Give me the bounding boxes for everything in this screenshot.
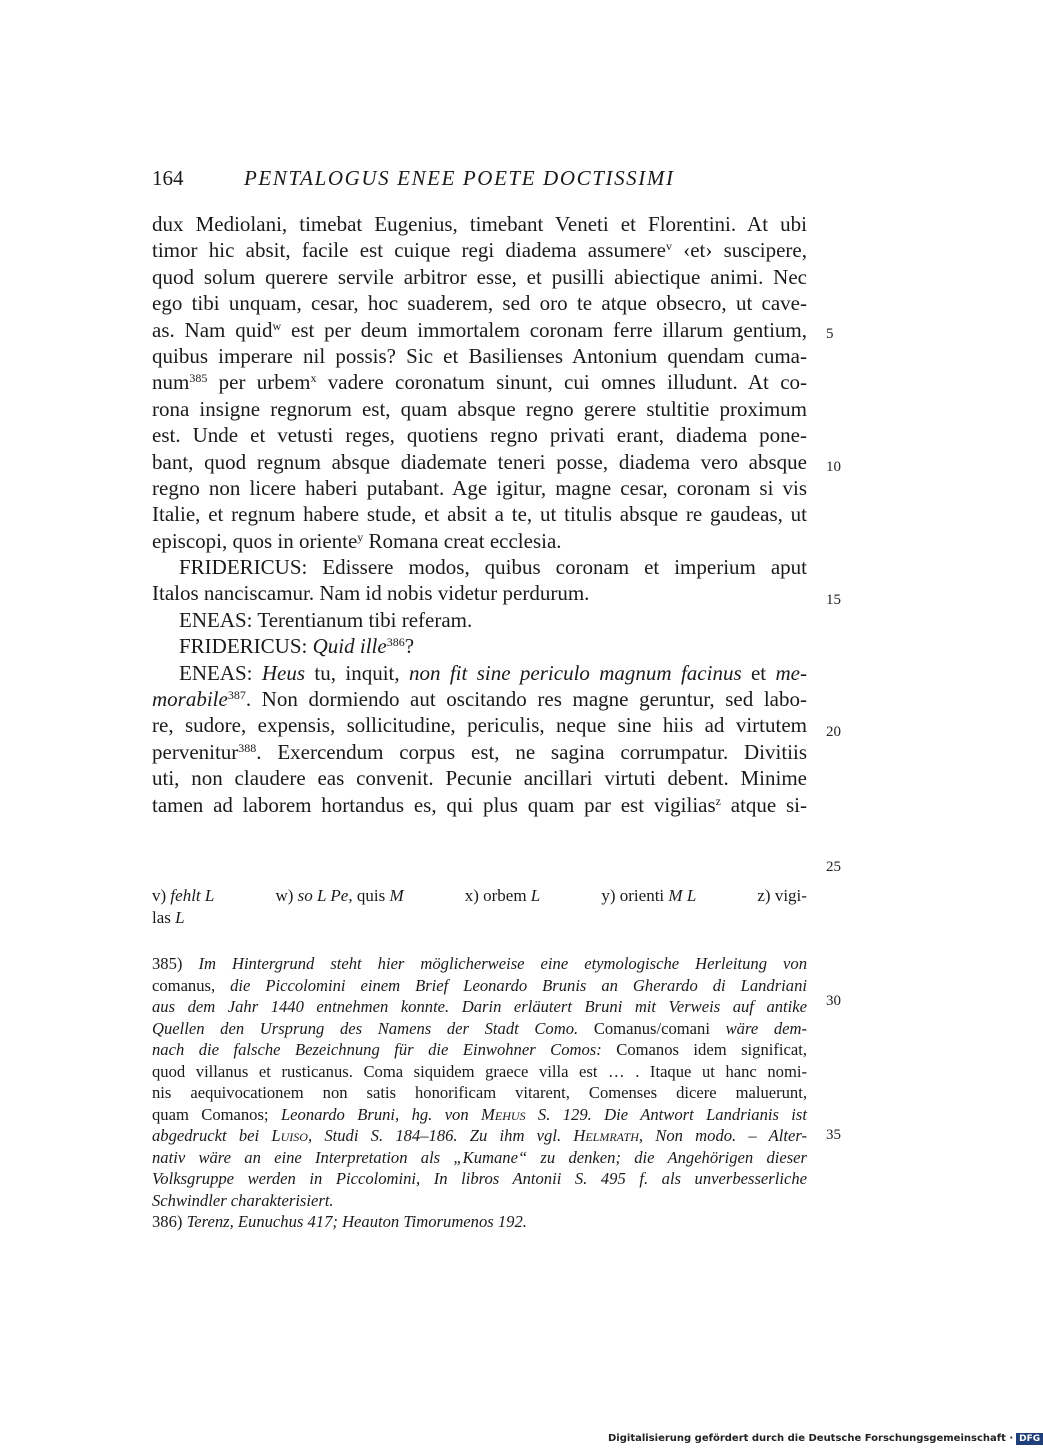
text-line: Italos nanciscamur. Nam id nobis videtur perdurum. bbox=[152, 581, 590, 606]
critical-apparatus bbox=[152, 885, 807, 929]
dfg-logo: DFG bbox=[1016, 1433, 1043, 1445]
apparatus-entry: x) orbem L bbox=[464, 886, 541, 905]
text-line: tamen ad laborem hortandus es, qui plus quam par est vigilias$^z$ atque si- bbox=[152, 792, 807, 817]
funding-text: Digitalisierung gefördert durch die Deutsche Forschungsgemeinschaft · bbox=[608, 1433, 1014, 1444]
footnote-line: quam Comanos; Leonardo Bruni, hg. von Mehus S. 129. Die Antwort Landrianis ist bbox=[152, 1104, 807, 1124]
text-line: quibus imperare nil possis? Sic et Basilienses Antonium quendam cuma- bbox=[152, 343, 807, 368]
text-line: FRIDERICUS: Edissere modos, quibus coronam et imperium aput bbox=[179, 555, 807, 580]
footnote-line: nis aequivocationem non satis honorificam vitarent, Comenses dicere maluerunt, bbox=[152, 1083, 807, 1102]
text-line: morabile$^{387}$. Non dormiendo aut oscitando res magne geruntur, sed labo- bbox=[152, 687, 807, 712]
text-line: ENEAS: Heus tu, inquit, non fit sine periculo magnum facinus et me- bbox=[179, 660, 807, 685]
funding-footer bbox=[608, 1433, 1043, 1445]
text-line: re, sudore, expensis, sollicitudine, periculis, neque sine hiis ad virtutem bbox=[152, 713, 807, 738]
footnote-line: 386) Terenz, Eunuchus 417; Heauton Timorumenos 192. bbox=[152, 1212, 527, 1231]
text-line: dux Mediolani, timebat Eugenius, timebant Veneti et Florentini. At ubi bbox=[152, 212, 807, 236]
footnote-line: abgedruckt bei Luiso, Studi S. 184–186. Zu ihm vgl. Helmrath, Non modo. – Alter- bbox=[152, 1126, 808, 1145]
main-text bbox=[152, 211, 807, 818]
text-line: est. Unde et vetusti reges, quotiens regno privati erant, diadema pone- bbox=[152, 423, 807, 448]
line-number: 20 bbox=[826, 724, 841, 740]
text-line: bant, quod regnum absque diademate teneri posse, diadema vero absque bbox=[152, 449, 807, 474]
text-line: FRIDERICUS: Quid ille$^{386}$? bbox=[179, 634, 415, 659]
apparatus-entry: y) orienti M L bbox=[601, 886, 697, 905]
footnote-line: Quellen den Ursprung des Namens der Stadt Como. Comanus/comani wäre dem- bbox=[152, 1018, 807, 1038]
apparatus-row bbox=[152, 885, 807, 907]
text-line: Italie, et regnum habere stude, et absit a te, ut titulis absque re gaudeas, ut bbox=[152, 502, 807, 527]
page-number: 164 bbox=[152, 166, 184, 190]
line-number: 30 bbox=[826, 993, 841, 1009]
apparatus-continuation: las L bbox=[152, 908, 185, 927]
footnotes bbox=[152, 953, 807, 1233]
line-number: 35 bbox=[826, 1127, 841, 1143]
running-header bbox=[152, 163, 812, 193]
footnote-line: 385) Im Hintergrund steht hier möglicherweise eine etymologische Herleitung von bbox=[152, 954, 807, 973]
line-number: 5 bbox=[826, 326, 834, 342]
line-number: 10 bbox=[826, 459, 841, 475]
line-number: 25 bbox=[826, 859, 841, 875]
apparatus-entry: w) so L Pe, quis M bbox=[275, 886, 404, 905]
text-line: ego tibi unquam, cesar, hoc suaderem, sed oro te atque obsecro, ut cave- bbox=[152, 291, 807, 316]
footnote-line: Volksgruppe werden in Piccolomini, In libros Antonii S. 495 f. als unverbesserliche bbox=[152, 1169, 807, 1188]
text-line: quod solum querere servile arbitror esse, et pusilli abiectique animi. Nec bbox=[152, 264, 807, 289]
footnote-line: aus dem Jahr 1440 entnehmen konnte. Darin erläutert Bruni mit Verweis auf antike bbox=[152, 997, 807, 1016]
running-title: PENTALOGUS ENEE POETE DOCTISSIMI bbox=[244, 166, 675, 190]
footnote-line: quod villanus et rusticanus. Coma siquidem graece villa est … . Itaque ut hanc nomi- bbox=[152, 1061, 807, 1081]
text-line: regno non licere haberi putabant. Age igitur, magne cesar, coronam si vis bbox=[152, 475, 807, 500]
text-line: timor hic absit, facile est cuique regi diadema assumere$^v$ ‹et› suscipere, bbox=[152, 238, 807, 263]
footnote-line: nach die falsche Bezeichnung für die Einwohner Comos: Comanos idem significat, bbox=[152, 1040, 807, 1059]
text-line: rona insigne regnorum est, quam absque regno gerere stultitie proximum bbox=[152, 396, 807, 421]
text-line: episcopi, quos in oriente$^y$ Romana creat ecclesia. bbox=[152, 528, 562, 553]
footnote-line: comanus, die Piccolomini einem Brief Leonardo Brunis an Gherardo di Landriani bbox=[152, 975, 807, 995]
apparatus-entry: z) vigi- bbox=[757, 886, 807, 905]
text-line: ENEAS: Terentianum tibi referam. bbox=[179, 607, 473, 632]
line-number: 15 bbox=[826, 592, 841, 608]
text-line: as. Nam quid$^w$ est per deum immortalem coronam ferre illarum gentium, bbox=[152, 317, 807, 342]
text-line: pervenitur$^{388}$. Exercendum corpus est, ne sagina corrumpatur. Divitiis bbox=[152, 739, 807, 764]
footnote-line: Schwindler charakterisiert. bbox=[152, 1190, 334, 1210]
text-line: uti, non claudere eas convenit. Pecunie ancillari virtuti debent. Minime bbox=[152, 766, 807, 791]
apparatus-entry: v) fehlt L bbox=[152, 886, 215, 905]
text-line: num$^{385}$ per urbem$^x$ vadere coronatum sinunt, cui omnes illudunt. At co- bbox=[152, 370, 808, 395]
footnote-line: nativ wäre an eine Interpretation als „Kumane“ zu denken; die Angehörigen dieser bbox=[152, 1147, 807, 1167]
